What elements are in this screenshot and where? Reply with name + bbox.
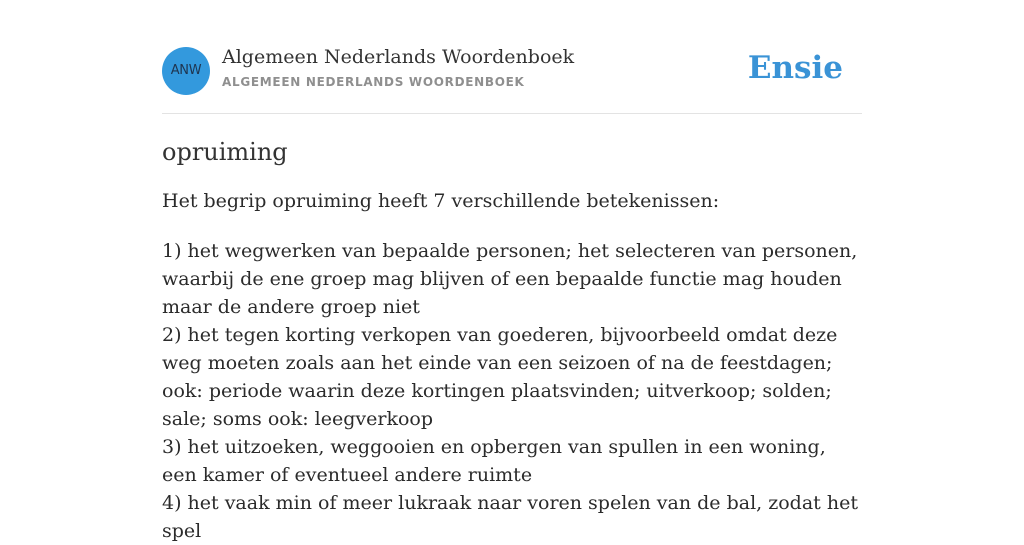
- meanings-list: [162, 237, 862, 545]
- entry-intro: Het begrip opruiming heeft 7 verschillende betekenissen:: [162, 190, 720, 212]
- header-divider: [162, 113, 862, 114]
- entry-term: opruiming: [162, 138, 288, 166]
- anw-logo[interactable]: ANW: [162, 47, 210, 95]
- site-header: [162, 46, 862, 96]
- meaning-item: 1) het wegwerken van bepaalde personen; het selecteren van personen, waarbij de ene groep mag blijven of een bepaalde functie mag houden maar de andere groep niet: [162, 240, 858, 318]
- site-subtitle: ALGEMEEN NEDERLANDS WOORDENBOEK: [222, 75, 525, 89]
- ensie-brand-link[interactable]: Ensie: [747, 50, 843, 86]
- meaning-item: 3) het uitzoeken, weggooien en opbergen van spullen in een woning, een kamer of eventueel andere ruimte: [162, 436, 826, 486]
- meaning-item: 2) het tegen korting verkopen van goederen, bijvoorbeeld omdat deze weg moeten zoals aan het einde van een seizoen of na de feestdagen; ook: periode waarin deze kortingen plaatsvinden; uitverkoop; solden; sale; soms ook: leegverkoop: [162, 324, 838, 430]
- meaning-item: 4) het vaak min of meer lukraak naar voren spelen van de bal, zodat het spel: [162, 492, 858, 542]
- site-name[interactable]: Algemeen Nederlands Woordenboek: [222, 46, 575, 68]
